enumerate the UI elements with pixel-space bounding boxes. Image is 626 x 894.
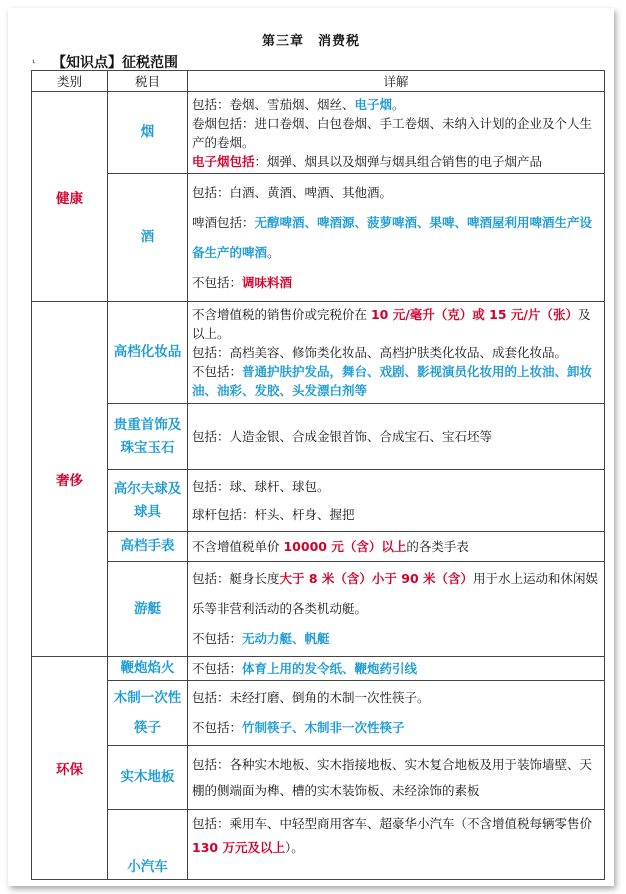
table-row [32,810,605,880]
detail-watch: 不含增值税单价 10000 元（含）以上的各类手表 [188,532,605,562]
category-luxury: 奢侈 [32,302,108,657]
detail-car: 包括：乘用车、中轻型商用客车、超豪华小汽车（不含增值税每辆零售价 130 万元及以上）。 [188,810,605,880]
header-detail: 详解 [188,71,605,92]
table-row [32,174,605,302]
chapter-title: 第三章 消费税 [261,34,360,49]
detail-fireworks: 不包括：体育上用的发令纸、鞭炮药引线 [188,657,605,681]
table-row [32,532,605,562]
category-eco: 环保 [32,657,108,880]
tax-item-yacht: 游艇 [108,562,188,657]
section-heading: 【知识点】征税范围 [52,55,178,71]
tax-item-liquor: 酒 [108,174,188,302]
tax-item-golf: 高尔夫球及球具 [108,470,188,532]
category-health: 健康 [32,92,108,302]
table-row [32,681,605,746]
table-row [32,562,605,657]
detail-cosmetics: 不含增值税的销售价或完税价在 10 元/毫升（克）或 15 元/片（张）及以上。 包括：高档美容、修饰类化妆品、高档护肤类化妆品、成套化妆品。 不包括：普通护肤护发品，舞台、戏剧、影视演员化妆用的上妆油、卸妆油、油彩、发胶、头发漂白剂等 [188,302,605,404]
tax-scope-table [31,70,605,880]
tax-item-fireworks: 鞭炮焰火 [108,657,188,681]
table-row [32,302,605,404]
tax-item-flooring: 实木地板 [108,746,188,810]
tax-item-car: 小汽车 [108,810,188,880]
header-tax-item: 税目 [108,71,188,92]
detail-flooring: 包括：各种实木地板、实木指接地板、实木复合地板及用于装饰墙壁、天棚的侧端面为榫、槽的实木装饰板、未经涂饰的素板 [188,746,605,810]
table-row [32,470,605,532]
detail-jewelry: 包括：人造金银、合成金银首饰、合成宝石、宝石坯等 [188,404,605,470]
tax-item-tobacco: 烟 [108,92,188,174]
detail-chopsticks: 包括：未经打磨、倒角的木制一次性筷子。 不包括：竹制筷子、木制非一次性筷子 [188,681,605,746]
document-page [8,8,614,886]
detail-yacht: 包括：艇身长度大于 8 米（含）小于 90 米（含）用于水上运动和休闲娱乐等非营利活动的各类机动艇。 不包括：无动力艇、帆艇 [188,562,605,657]
table-header-row [32,71,605,92]
detail-liquor: 包括：白酒、黄酒、啤酒、其他酒。 啤酒包括：无醇啤酒、啤酒源、菠萝啤酒、果啤、啤酒屋利用啤酒生产设备生产的啤酒。 不包括：调味料酒 [188,174,605,302]
table-row [32,746,605,810]
detail-tobacco: 包括：卷烟、雪茄烟、烟丝、电子烟。 卷烟包括：进口卷烟、白包卷烟、手工卷烟、未纳入计划的企业及个人生产的卷烟。 电子烟包括：烟弹、烟具以及烟弹与烟具组合销售的电子烟产品 [188,92,605,174]
detail-golf: 包括：球、球杆、球包。 球杆包括：杆头、杆身、握把 [188,470,605,532]
tax-item-chopsticks: 木制一次性筷子 [108,681,188,746]
margin-mark: ⸤ [32,54,36,65]
header-category: 类别 [32,71,108,92]
table-row [32,657,605,681]
table-row [32,92,605,174]
tax-item-cosmetics: 高档化妆品 [108,302,188,404]
tax-item-jewelry: 贵重首饰及珠宝玉石 [108,404,188,470]
table-row [32,404,605,470]
tax-item-watch: 高档手表 [108,532,188,562]
